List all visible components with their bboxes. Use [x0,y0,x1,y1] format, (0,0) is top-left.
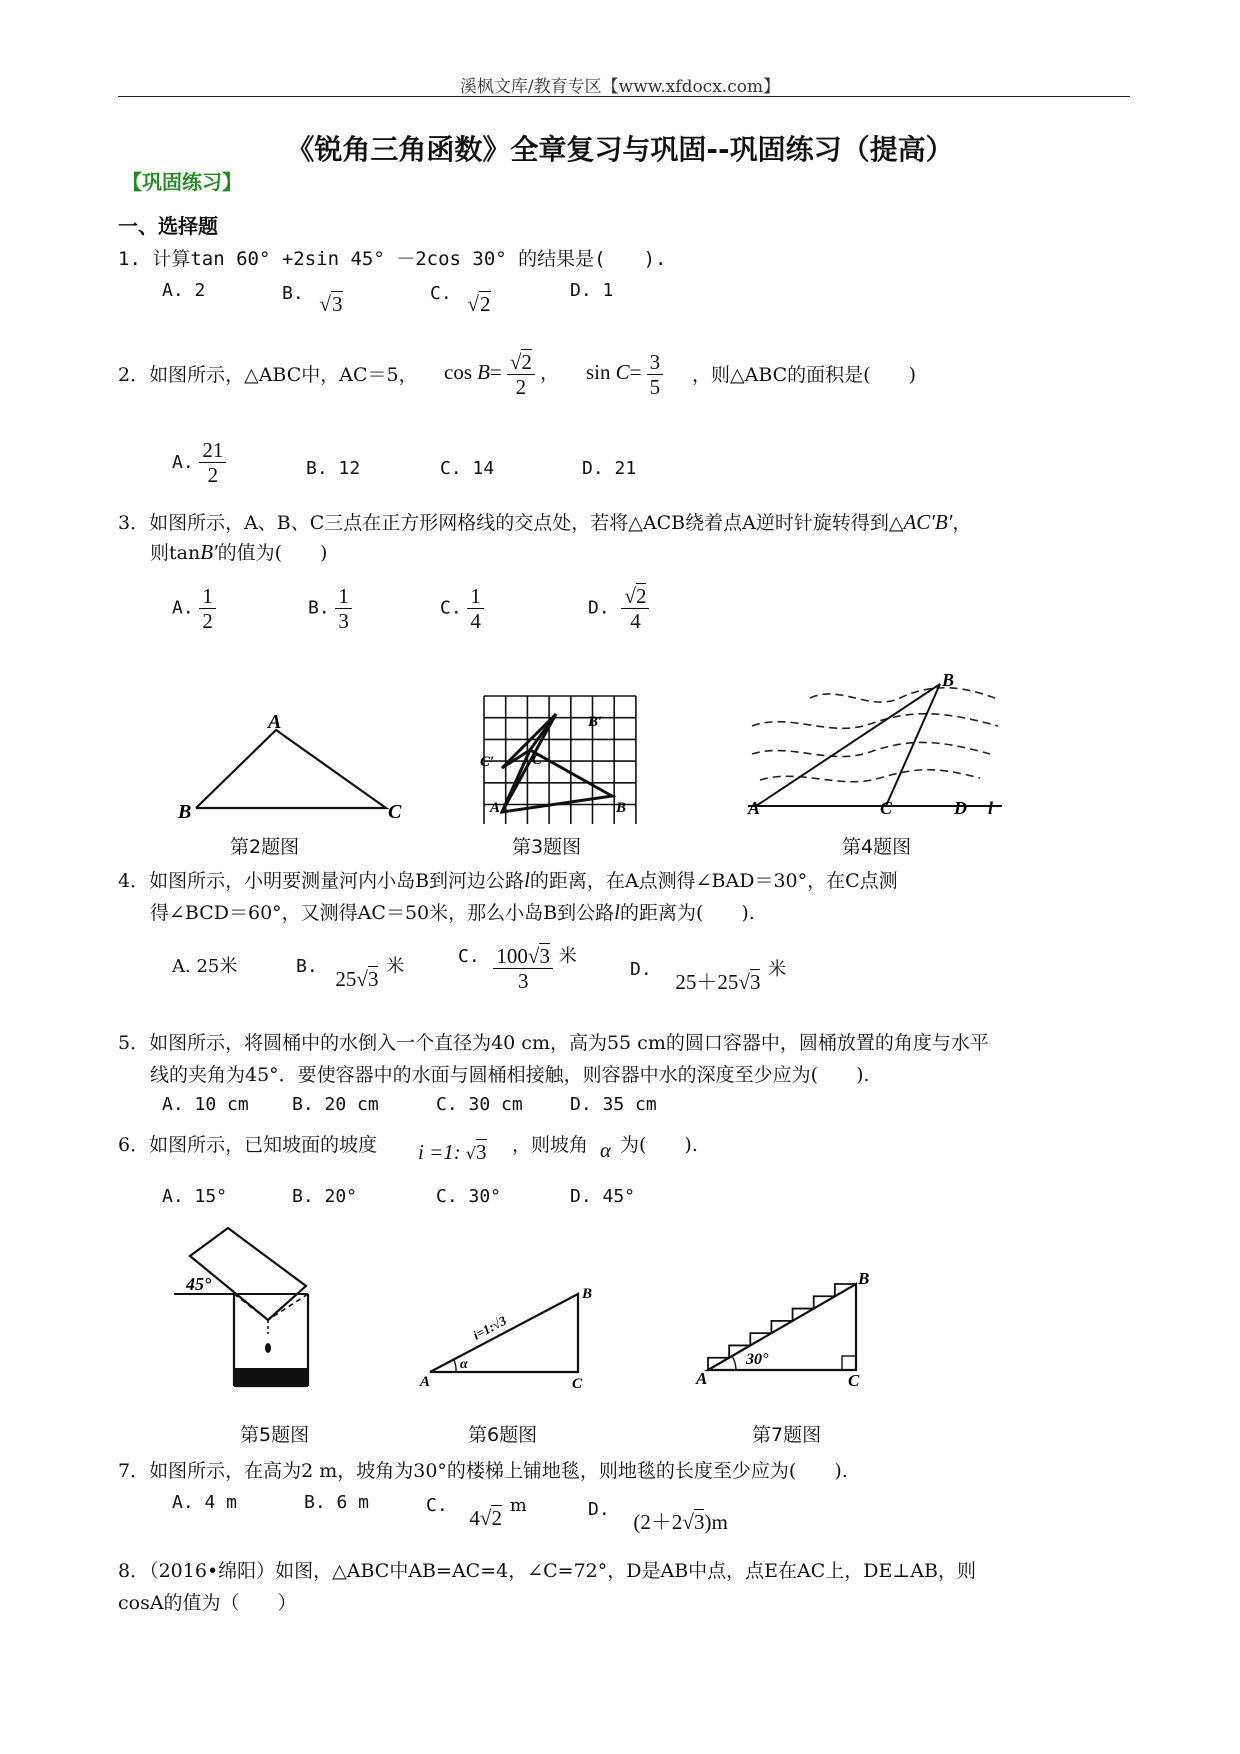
question-6-prefix: 6．如图所示，已知坡面的坡度 [118,1134,378,1156]
q3-option-b: B. $\frac{1}{3}$ [308,584,352,633]
q1-option-d: D. 1 [570,280,614,301]
q4-option-c: C. $\frac{100√3}{3}$ 米 [458,944,577,994]
figure-4-caption: 第4题图 [842,836,912,858]
fig4-label-l: l [988,798,994,818]
q5-option-c: C. 30 cm [436,1094,523,1115]
q6-option-a: A. 15° [162,1186,228,1207]
q5-option-a: A. 10 cm [162,1094,249,1115]
figure-2-caption: 第2题图 [230,836,300,858]
question-4-line-1: 4．如图所示，小明要测量河内小岛B到河边公路l的距离，在A点测得∠BAD＝30°，在C点测 [118,868,898,892]
q1-option-c: C. √2 [430,283,491,316]
question-8-line-2: cosA的值为（ ） [118,1592,297,1614]
fig6-slope-label: i=1:√3 [470,1312,509,1343]
header-rule [118,96,1130,97]
q4-option-a: A. 25米 [172,956,238,977]
q2-option-a: A. $\frac{21}{2}$ [172,438,226,487]
figure-3-caption: 第3题图 [512,836,582,858]
question-7: 7．如图所示，在高为2 m，坡角为30°的楼梯上铺地毯，则地毯的长度至少应为( ). [118,1460,848,1482]
fig2-label-a: A [268,711,282,733]
q6-option-b: B. 20° [292,1186,358,1207]
q6-option-d: D. 45° [570,1186,636,1207]
fig4-label-c: C [880,798,893,818]
question-2-suffix: ，则△ABC的面积是( ) [692,364,917,386]
question-5-line-2: 线的夹角为45°．要使容器中的水面与圆桶相接触，则容器中水的深度至少应为( ). [150,1064,870,1086]
q2-option-d: D. 21 [582,458,637,479]
q6-option-c: C. 30° [436,1186,502,1207]
page-header: 溪枫文库/教育专区【www.xfdocx.com】 [459,77,781,97]
figure-2-triangle [170,710,410,820]
fig2-label-b: B [178,801,192,820]
q1-option-a: A. 2 [162,280,206,301]
figure-4-river [740,672,1012,822]
q6-slope-expr: i =1: √3 [418,1140,487,1164]
figure-3-grid [472,684,650,824]
q3-option-d: D. $\frac{√2}{4}$ [588,584,649,633]
page-title: 《锐角三角函数》全章复习与巩固--巩固练习（提高） [286,133,954,166]
figure-5-bucket [172,1226,358,1394]
fig7-label-a: A [696,1369,708,1388]
q5-option-d: D. 35 cm [570,1094,657,1115]
fig7-angle-label: 30° [746,1351,769,1368]
question-8-line-1: 8．（2016•绵阳）如图，△ABC中AB=AC=4，∠C=72°，D是AB中点，点E在AC上，DE⊥AB，则 [118,1560,976,1582]
fig3-label-bp: B′ [588,714,603,730]
q5-option-b: B. 20 cm [292,1094,379,1115]
figure-6-caption: 第6题图 [468,1424,538,1446]
fig6-label-b: B [582,1286,593,1302]
q3-option-c: C. $\frac{1}{4}$ [440,584,484,633]
question-6-mid: ，则坡角 [512,1134,589,1156]
fig4-label-d: D [954,798,967,818]
fig5-angle-label: 45° [186,1274,212,1294]
practice-tag: 【巩固练习】 [122,170,242,194]
fig6-label-c: C [572,1376,583,1392]
q6-alpha: α [600,1138,612,1162]
figure-7-stairs [690,1270,886,1394]
question-5-line-1: 5．如图所示，将圆桶中的水倒入一个直径为40 cm，高为55 cm的圆口容器中，圆桶放置的角度与水平 [118,1032,989,1054]
q2-option-c: C. 14 [440,458,495,479]
fig3-label-cp: C′ [480,754,495,770]
question-6-suffix: 为( ). [620,1134,698,1156]
q4-option-b: B. 25√3 米 [296,956,405,991]
q2-sinc-expr: sin C= $\frac{3}{5}$ [586,350,663,399]
fig4-label-b: B [942,672,955,690]
section-heading-choice: 一、选择题 [118,214,218,238]
question-3-line-1: 3．如图所示，A、B、C三点在正方形网格线的交点处，若将△ACB绕着点A逆时针旋转得到△AC′B′， [118,510,972,534]
fig2-label-c: C [388,801,402,820]
q7-option-a: A. 4 m [172,1492,238,1513]
fig7-label-b: B [858,1270,870,1288]
fig3-label-b: B [616,800,627,816]
q4-option-d: D. 25＋25√3 米 [630,959,787,994]
fig3-label-c: C [532,752,543,768]
fig6-label-a: A [420,1374,431,1390]
q1-option-b: B. √3 [282,283,343,316]
q7-option-c: C. 4√2 m [426,1495,527,1530]
figure-7-caption: 第7题图 [752,1424,822,1446]
q2-option-b: B. 12 [306,458,361,479]
fig7-label-c: C [848,1371,860,1390]
fig3-label-a: A [490,800,501,816]
question-2-prefix: 2．如图所示，△ABC中，AC＝5， [118,364,418,386]
question-3-line-2: 则tanB′的值为( ) [150,540,328,564]
q7-option-d: D. (2＋2√3)m [588,1499,728,1534]
q3-option-a: A. $\frac{1}{2}$ [172,584,216,633]
fig6-alpha-label: α [460,1357,468,1372]
q7-option-b: B. 6 m [304,1492,370,1513]
figure-5-caption: 第5题图 [240,1424,310,1446]
fig4-label-a: A [748,798,761,818]
q2-cosb-expr: cos B= $\frac{√2}{2}$ ， [444,350,559,400]
question-4-line-2: 得∠BCD＝60°，又测得AC＝50米，那么小岛B到公路l的距离为( ). [150,900,755,924]
question-1: 1. 计算tan 60° +2sin 45° －2cos 30° 的结果是( ). [118,248,667,270]
figure-6-slope [418,1284,606,1394]
